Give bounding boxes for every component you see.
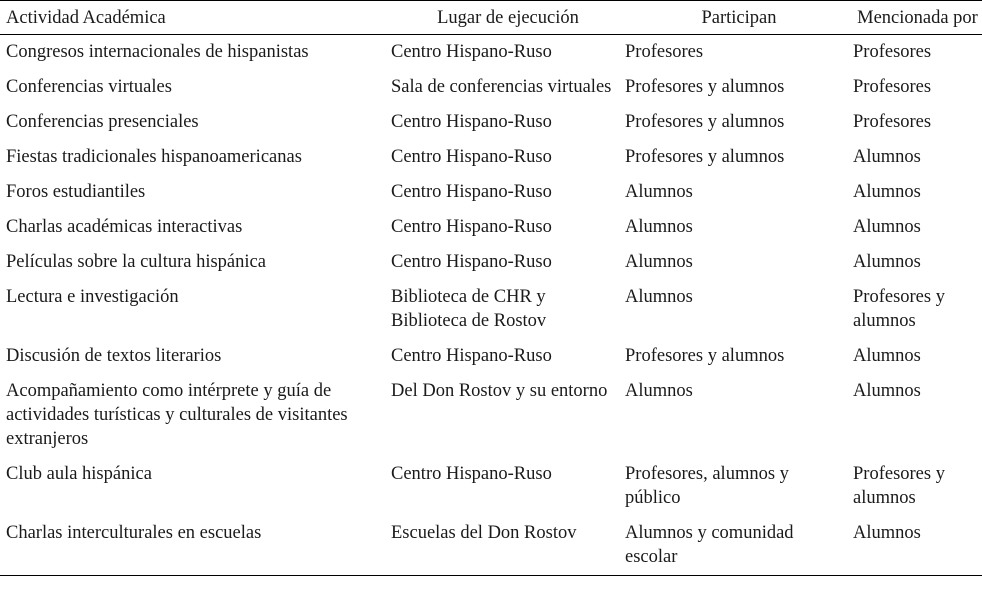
location-cell: Centro Hispano-Ruso	[391, 42, 552, 62]
table-row	[0, 175, 982, 210]
participants-cell: Alumnos	[625, 381, 693, 401]
table-row	[0, 245, 982, 280]
location-cell: Biblioteca de CHR y Biblioteca de Rostov	[391, 287, 547, 331]
activity-cell: Películas sobre la cultura hispánica	[6, 252, 266, 272]
mentioned-by-cell: Alumnos	[853, 346, 921, 366]
mentioned-by-cell: Profesores	[853, 112, 932, 132]
location-cell: Centro Hispano-Ruso	[391, 217, 552, 237]
mentioned-by-cell: Alumnos	[853, 381, 921, 401]
participants-cell: Alumnos	[625, 252, 693, 272]
participants-cell: Profesores, alumnos y público	[625, 464, 789, 508]
mentioned-by-cell: Alumnos	[853, 147, 921, 167]
mentioned-by-cell: Profesores y alumnos	[853, 287, 945, 331]
activity-cell: Club aula hispánica	[6, 464, 152, 484]
header-participan: Participan	[701, 7, 777, 28]
location-cell: Sala de conferencias virtuales	[391, 77, 612, 97]
participants-cell: Alumnos	[625, 182, 693, 202]
location-cell: Escuelas del Don Rostov	[391, 523, 577, 543]
header-actividad: Actividad Académica	[6, 7, 166, 28]
table-row	[0, 457, 982, 516]
header-row	[0, 1, 982, 35]
location-cell: Centro Hispano-Ruso	[391, 464, 552, 484]
activity-cell: Acompañamiento como intérprete y guía de actividades turísticas y culturales de visitantes extranjeros	[6, 381, 348, 449]
table-row	[0, 374, 982, 457]
table-row	[0, 70, 982, 105]
participants-cell: Alumnos y comunidad escolar	[625, 523, 794, 567]
mentioned-by-cell: Alumnos	[853, 523, 921, 543]
table-row	[0, 280, 982, 339]
mentioned-by-cell: Alumnos	[853, 252, 921, 272]
participants-cell: Alumnos	[625, 217, 693, 237]
mentioned-by-cell: Profesores	[853, 42, 932, 62]
header-lugar: Lugar de ejecución	[437, 7, 579, 28]
participants-cell: Profesores y alumnos	[625, 77, 785, 97]
location-cell: Centro Hispano-Ruso	[391, 346, 552, 366]
mentioned-by-cell: Profesores	[853, 77, 932, 97]
table-header	[0, 1, 982, 35]
participants-cell: Profesores y alumnos	[625, 112, 785, 132]
mentioned-by-cell: Profesores y alumnos	[853, 464, 945, 508]
table-row	[0, 105, 982, 140]
table-row	[0, 35, 982, 71]
location-cell: Centro Hispano-Ruso	[391, 252, 552, 272]
location-cell: Centro Hispano-Ruso	[391, 112, 552, 132]
mentioned-by-cell: Alumnos	[853, 217, 921, 237]
activity-cell: Foros estudiantiles	[6, 182, 146, 202]
table-body	[0, 35, 982, 576]
participants-cell: Profesores y alumnos	[625, 346, 785, 366]
location-cell: Del Don Rostov y su entorno	[391, 381, 608, 401]
activity-cell: Fiestas tradicionales hispanoamericanas	[6, 147, 302, 167]
activity-cell: Congresos internacionales de hispanistas	[6, 42, 309, 62]
location-cell: Centro Hispano-Ruso	[391, 182, 552, 202]
activity-cell: Lectura e investigación	[6, 287, 179, 307]
activity-cell: Conferencias virtuales	[6, 77, 172, 97]
table-row	[0, 210, 982, 245]
table-row	[0, 516, 982, 576]
activity-cell: Discusión de textos literarios	[6, 346, 222, 366]
activity-cell: Charlas académicas interactivas	[6, 217, 243, 237]
table-row	[0, 140, 982, 175]
mentioned-by-cell: Alumnos	[853, 182, 921, 202]
participants-cell: Profesores y alumnos	[625, 147, 785, 167]
participants-cell: Alumnos	[625, 287, 693, 307]
header-mencionada: Mencionada por	[857, 7, 978, 28]
activity-cell: Conferencias presenciales	[6, 112, 199, 132]
location-cell: Centro Hispano-Ruso	[391, 147, 552, 167]
table-row	[0, 339, 982, 374]
participants-cell: Profesores	[625, 42, 704, 62]
activity-cell: Charlas interculturales en escuelas	[6, 523, 262, 543]
